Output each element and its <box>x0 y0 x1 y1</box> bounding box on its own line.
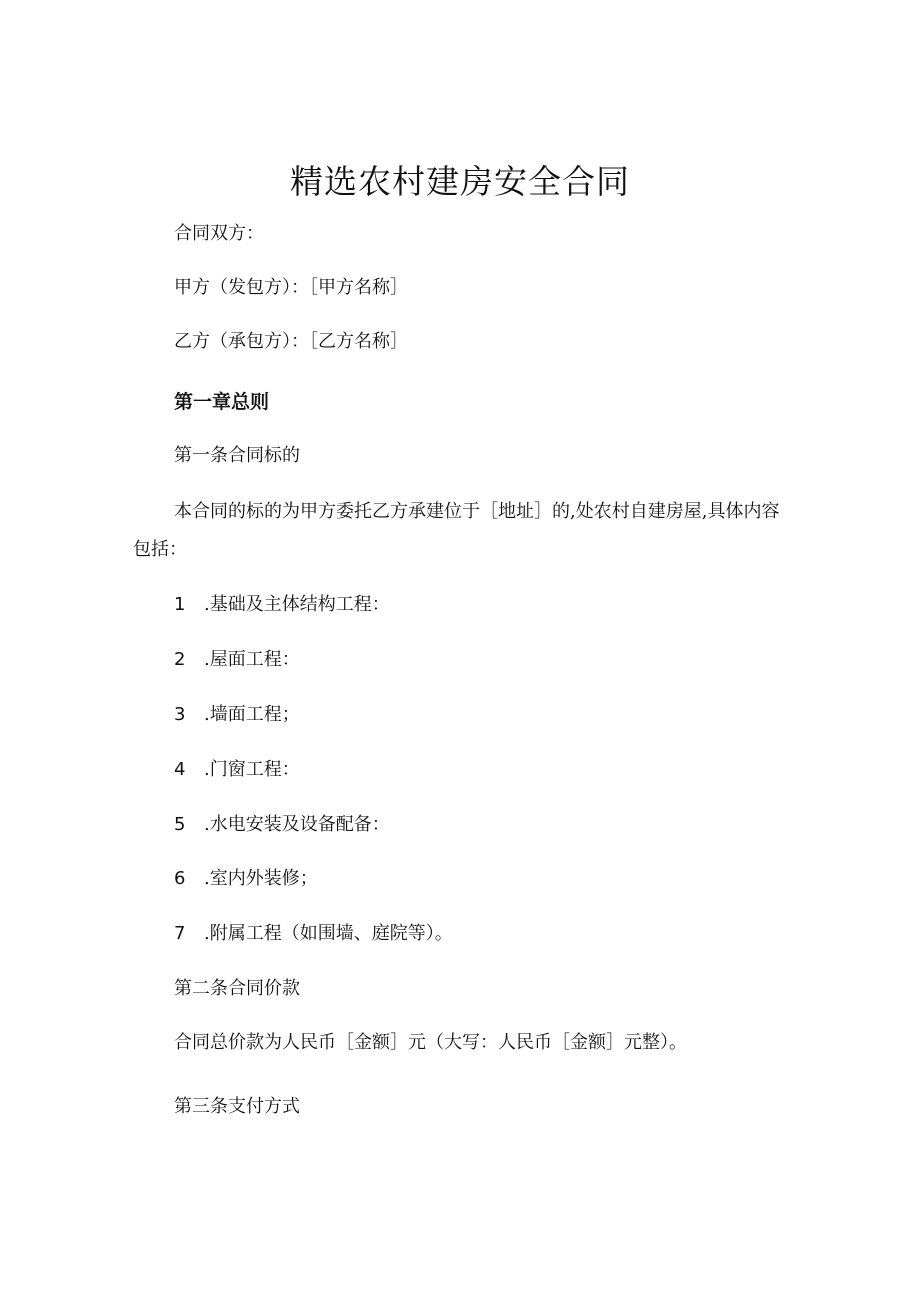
list-item <box>174 702 300 728</box>
list-item <box>174 921 453 947</box>
list-item-number: 2 <box>174 649 186 670</box>
list-item-number: 4 <box>174 759 186 780</box>
list-item-number: 3 <box>174 704 186 725</box>
parties-label: 合同双方： <box>174 223 264 244</box>
article-1-body: 本合同的标的为甲方委托乙方承建位于［地址］的,处农村自建房屋,具体内容包括： <box>133 501 780 560</box>
article-2-body: 合同总价款为人民币［金额］元（大写：人民币［金额］元整）。 <box>174 1032 687 1053</box>
list-item-number: 5 <box>174 814 186 835</box>
list-item-number: 1 <box>174 594 186 615</box>
list-item-text: .基础及主体结构工程： <box>204 594 390 615</box>
list-item-text: .门窗工程： <box>204 759 300 780</box>
list-item-number: 7 <box>174 923 186 944</box>
chapter-heading: 第一章总则 <box>174 391 270 413</box>
list-item-text: .屋面工程： <box>204 649 300 670</box>
list-item <box>174 757 300 783</box>
document-title: 精选农村建房安全合同 <box>290 162 630 201</box>
article-2-title: 第二条合同价款 <box>174 978 300 999</box>
list-item-text: .水电安装及设备配备： <box>204 814 390 835</box>
list-item-text: .室内外装修； <box>204 868 318 889</box>
party-b-line: 乙方（承包方）：［乙方名称］ <box>174 331 408 352</box>
list-item-number: 6 <box>174 868 186 889</box>
list-item <box>174 866 318 892</box>
party-a-line: 甲方（发包方）：［甲方名称］ <box>174 277 408 298</box>
list-item <box>174 812 390 838</box>
list-item-text: .墙面工程； <box>204 704 300 725</box>
list-item-text: .附属工程（如围墙、庭院等）。 <box>204 923 453 944</box>
article-3-title: 第三条支付方式 <box>174 1096 300 1117</box>
list-item <box>174 592 390 618</box>
list-item <box>174 647 300 673</box>
article-1-title: 第一条合同标的 <box>174 445 300 466</box>
